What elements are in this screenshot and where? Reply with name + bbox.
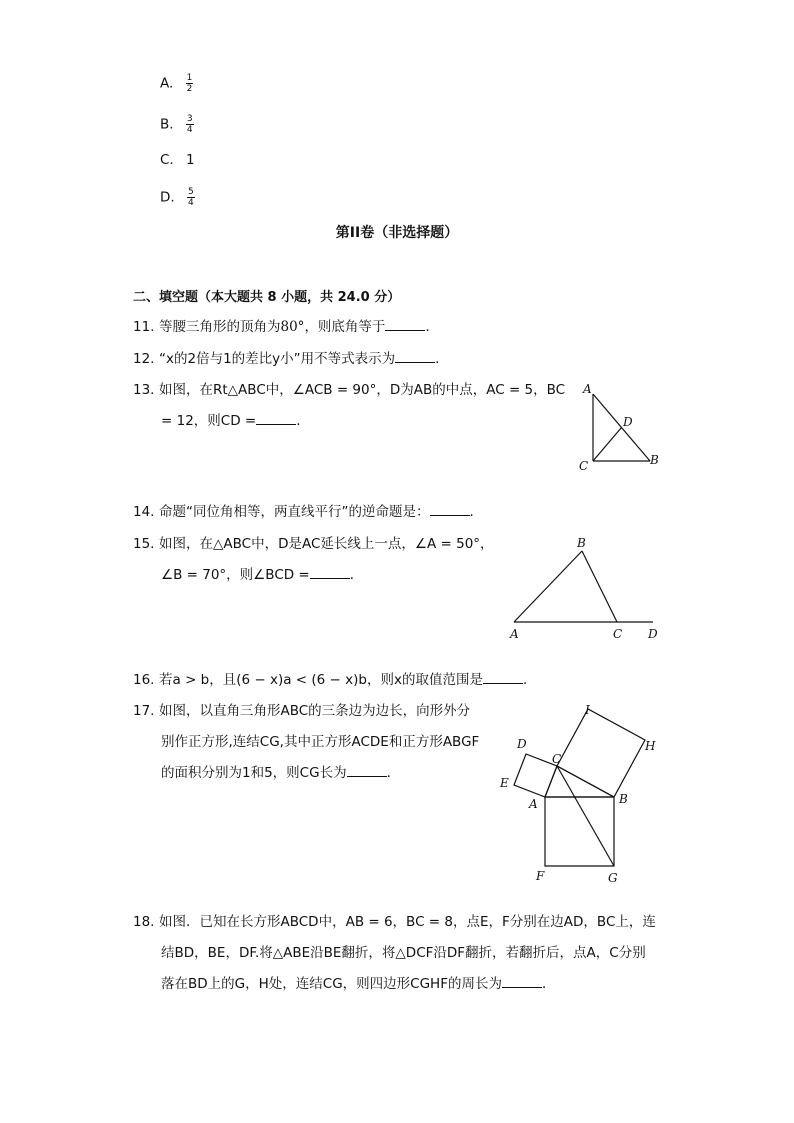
label-a: A [510, 627, 519, 641]
question-13-line1: 13. 如图，在Rt△ABC中，∠ACB = 90°，D为AB的中点，AC = 5，BC [133, 382, 566, 398]
label-d: D [623, 415, 633, 429]
question-11: 11. 等腰三角形的顶角为80°，则底角等于 ． [133, 319, 439, 335]
question-18-line1: 18. 如图．已知在长方形ABCD中，AB = 6，BC = 8，点E，F分别在边AD，BC上，连 [133, 914, 656, 930]
label-c: C [613, 627, 623, 641]
answer-blank [430, 503, 470, 516]
answer-blank [483, 671, 523, 684]
label-a: A [583, 382, 592, 396]
label-f: F [536, 869, 545, 883]
answer-blank [502, 975, 542, 988]
figure-q13 [570, 378, 670, 478]
option-c: C. 1 [160, 152, 195, 168]
question-17-line1: 17. 如图，以直角三角形ABC的三条边为边长，向形外分 [133, 703, 471, 719]
question-17-line3: 的面积分别为1和5，则CG长为 ． [161, 765, 401, 781]
answer-blank [347, 764, 387, 777]
label-b: B [577, 536, 586, 550]
answer-blank [395, 350, 435, 363]
label-b: B [650, 453, 659, 467]
question-14: 14. 命题“同位角相等，两直线平行”的逆命题是： ． [133, 504, 483, 520]
fraction: $\frac{3}{4}$ [186, 114, 193, 135]
label-a: A [529, 797, 538, 811]
question-16: 16. 若a > b，且(6 − x)a < (6 − x)b，则x的取值范围是 ． [133, 672, 537, 688]
figure-q15 [500, 533, 670, 645]
question-12: 12. “x的2倍与1的差比y小”用不等式表示为 ． [133, 351, 449, 367]
question-18-line3: 落在BD上的G，H处，连结CG，则四边形CGHF的周长为 ． [161, 976, 556, 992]
fraction: $\frac{5}{4}$ [187, 187, 194, 208]
fraction: $\frac{1}{2}$ [186, 73, 193, 94]
answer-blank [385, 318, 425, 331]
label-b: B [619, 792, 628, 806]
option-a: A. $\frac{1}{2}$ [160, 73, 193, 94]
question-18-line2: 结BD，BE，DF.将△ABE沿BE翻折，将△DCF沿DF翻折，若翻折后，点A，C分别 [161, 945, 646, 961]
question-15-line1: 15. 如图，在△ABC中，D是AC延长线上一点，∠A = 50°， [133, 536, 494, 552]
option-b: B. $\frac{3}{4}$ [160, 114, 193, 135]
question-15-line2: ∠B = 70°，则∠BCD = ． [161, 567, 364, 583]
question-13-line2: = 12，则CD = ． [161, 413, 310, 429]
label-c: C [579, 459, 589, 473]
label-i: I [585, 703, 590, 717]
figure-q17 [495, 700, 675, 890]
label-c: C [552, 752, 562, 766]
section-title: 二、填空题（本大题共 8 小题，共 24.0 分） [133, 290, 401, 305]
label-d: D [517, 737, 527, 751]
answer-blank [310, 566, 350, 579]
answer-blank [256, 412, 296, 425]
question-17-line2: 别作正方形,连结CG,其中正方形ACDE和正方形ABGF [161, 734, 480, 750]
part-title: 第II卷（非选择题） [335, 225, 459, 241]
option-d: D. $\frac{5}{4}$ [160, 187, 194, 208]
label-e: E [500, 776, 509, 790]
label-d: D [648, 627, 658, 641]
label-g: G [608, 871, 618, 885]
label-h: H [645, 739, 656, 753]
